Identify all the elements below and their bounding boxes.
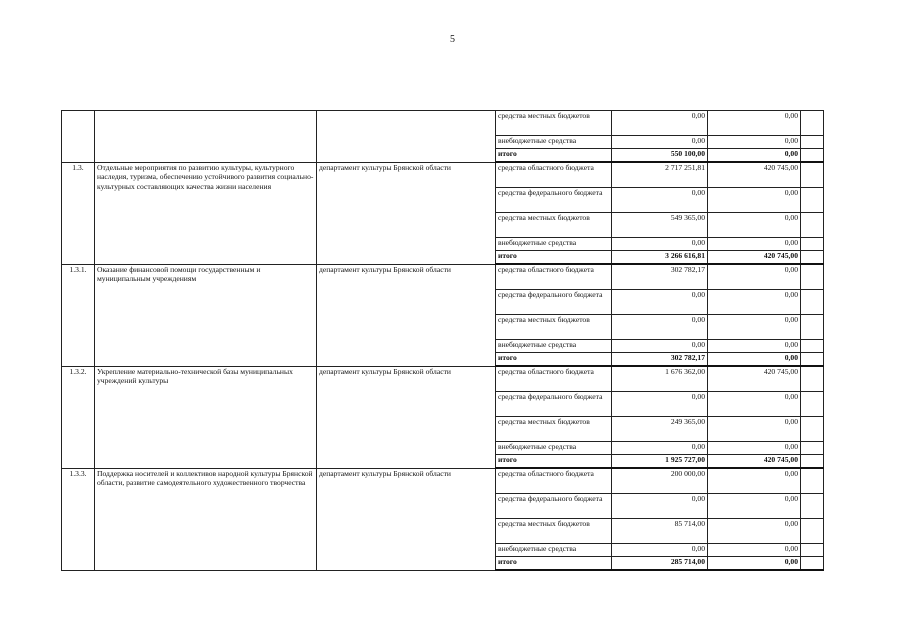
amount-col1: 85 714,00 [612,519,708,544]
item-description-cell [95,111,317,163]
item-department: департамент культуры Брянской области [317,366,496,468]
amount-col1: 2 717 251,81 [612,162,708,188]
funding-source: внебюджетные средства [496,136,612,149]
table-row [62,111,824,136]
amount-col2: 420 745,00 [708,162,801,188]
amount-col1: 1 676 362,00 [612,366,708,392]
amount-col2: 0,00 [708,519,801,544]
item-description: Отдельные мероприятия по развитию культуры, культурного наследия, туризма, обеспечению устойчивого развития социально-культурных составляющих качества жизни населения [95,162,317,264]
empty-cell [801,519,824,544]
item-description: Укрепление материально-технической базы муниципальных учреждений культуры [95,366,317,468]
budget-table [61,110,824,571]
amount-col2: 0,00 [708,315,801,340]
item-department: департамент культуры Брянской области [317,468,496,570]
amount-col2: 420 745,00 [708,455,801,469]
empty-cell [801,353,824,367]
empty-cell [801,213,824,238]
item-number: 1.3. [62,162,95,264]
empty-cell [801,366,824,392]
amount-col2: 420 745,00 [708,366,801,392]
item-department: департамент культуры Брянской области [317,264,496,366]
empty-cell [801,264,824,290]
amount-col1: 0,00 [612,392,708,417]
amount-col2: 0,00 [708,417,801,442]
empty-cell [801,455,824,469]
amount-col1: 0,00 [612,544,708,557]
amount-col2: 0,00 [708,353,801,367]
amount-col2: 0,00 [708,494,801,519]
item-number-cell [62,111,95,163]
table-row [62,468,824,494]
amount-col1: 200 000,00 [612,468,708,494]
funding-source: средства областного бюджета [496,162,612,188]
funding-source: итого [496,251,612,265]
item-department: департамент культуры Брянской области [317,162,496,264]
empty-cell [801,111,824,136]
empty-cell [801,188,824,213]
empty-cell [801,251,824,265]
amount-col2: 0,00 [708,442,801,455]
amount-col1: 0,00 [612,136,708,149]
table-row [62,366,824,392]
table-row [62,264,824,290]
amount-col2: 0,00 [708,468,801,494]
empty-cell [801,544,824,557]
amount-col1: 0,00 [612,238,708,251]
item-description: Поддержка носителей и коллективов народной культуры Брянской области, развитие самодеятельного художественного творчества [95,468,317,570]
item-number: 1.3.1. [62,264,95,366]
funding-source: средства федерального бюджета [496,494,612,519]
amount-col1: 0,00 [612,111,708,136]
empty-cell [801,136,824,149]
empty-cell [801,417,824,442]
empty-cell [801,290,824,315]
amount-col2: 0,00 [708,136,801,149]
amount-col2: 0,00 [708,544,801,557]
amount-col1: 302 782,17 [612,264,708,290]
funding-source: средства федерального бюджета [496,188,612,213]
funding-source: средства областного бюджета [496,264,612,290]
empty-cell [801,162,824,188]
amount-col1: 0,00 [612,442,708,455]
amount-col2: 0,00 [708,149,801,163]
item-number: 1.3.3. [62,468,95,570]
amount-col2: 0,00 [708,111,801,136]
funding-source: внебюджетные средства [496,340,612,353]
empty-cell [801,557,824,571]
amount-col2: 0,00 [708,238,801,251]
funding-source: средства федерального бюджета [496,392,612,417]
amount-col1: 1 925 727,00 [612,455,708,469]
funding-source: средства местных бюджетов [496,111,612,136]
table-row [62,162,824,188]
empty-cell [801,468,824,494]
amount-col1: 3 266 616,81 [612,251,708,265]
empty-cell [801,340,824,353]
amount-col1: 249 365,00 [612,417,708,442]
amount-col2: 420 745,00 [708,251,801,265]
empty-cell [801,494,824,519]
funding-source: внебюджетные средства [496,544,612,557]
funding-source: средства местных бюджетов [496,213,612,238]
amount-col2: 0,00 [708,557,801,571]
funding-source: итого [496,557,612,571]
amount-col1: 302 782,17 [612,353,708,367]
amount-col2: 0,00 [708,340,801,353]
funding-source: средства федерального бюджета [496,290,612,315]
empty-cell [801,392,824,417]
page-number: 5 [450,34,455,45]
amount-col1: 0,00 [612,494,708,519]
funding-source: средства областного бюджета [496,366,612,392]
funding-source: итого [496,455,612,469]
funding-source: итого [496,353,612,367]
funding-source: итого [496,149,612,163]
amount-col2: 0,00 [708,188,801,213]
funding-source: средства местных бюджетов [496,519,612,544]
funding-source: средства местных бюджетов [496,417,612,442]
empty-cell [801,149,824,163]
empty-cell [801,442,824,455]
amount-col1: 0,00 [612,188,708,213]
amount-col1: 0,00 [612,290,708,315]
amount-col1: 549 365,00 [612,213,708,238]
amount-col1: 285 714,00 [612,557,708,571]
funding-source: средства областного бюджета [496,468,612,494]
item-department-cell [317,111,496,163]
item-description: Оказание финансовой помощи государственным и муниципальным учреждениям [95,264,317,366]
funding-source: внебюджетные средства [496,442,612,455]
item-number: 1.3.2. [62,366,95,468]
amount-col1: 550 100,00 [612,149,708,163]
funding-source: средства местных бюджетов [496,315,612,340]
amount-col2: 0,00 [708,290,801,315]
funding-source: внебюджетные средства [496,238,612,251]
amount-col1: 0,00 [612,340,708,353]
amount-col2: 0,00 [708,264,801,290]
amount-col2: 0,00 [708,392,801,417]
amount-col2: 0,00 [708,213,801,238]
empty-cell [801,315,824,340]
amount-col1: 0,00 [612,315,708,340]
empty-cell [801,238,824,251]
